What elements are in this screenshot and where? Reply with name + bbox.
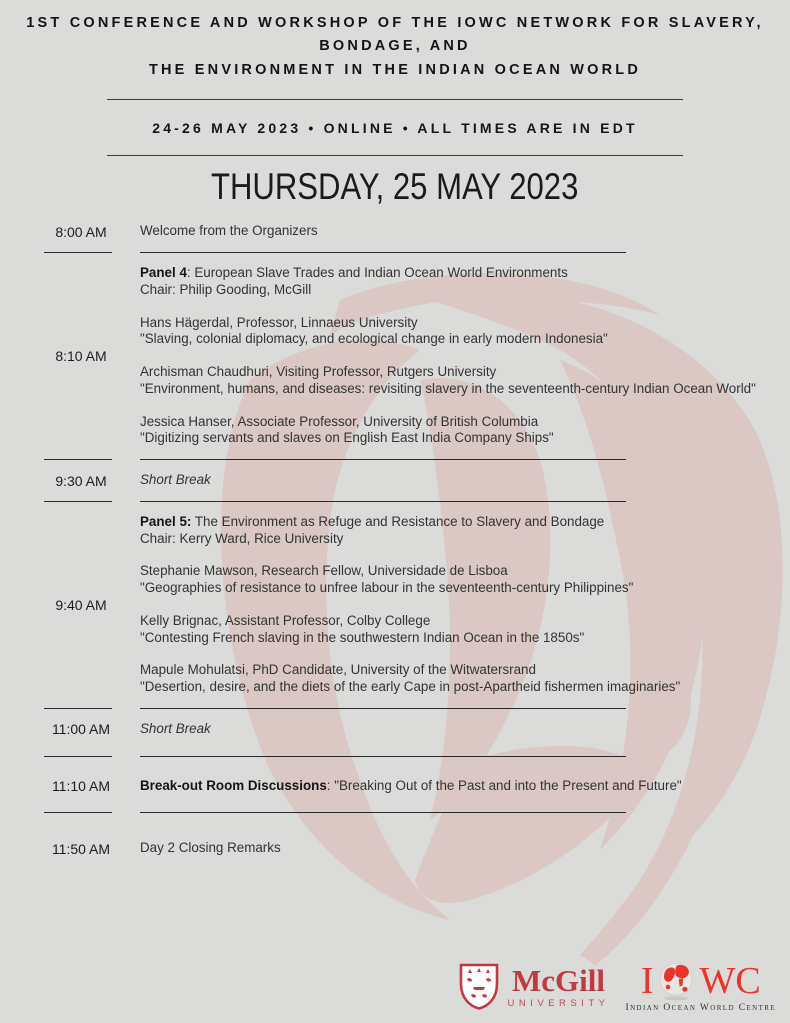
panel-chair: Chair: Philip Gooding, McGill bbox=[140, 281, 312, 297]
time-label: 8:00 AM bbox=[55, 223, 107, 240]
time-divider-line bbox=[44, 708, 112, 709]
content-divider-line bbox=[140, 708, 626, 709]
iowc-logo bbox=[626, 960, 777, 1013]
schedule-row-panel4 bbox=[0, 265, 790, 447]
panel-theme: The Environment as Refuge and Resistance to Slavery and Bondage bbox=[191, 513, 605, 529]
paper-title: "Desertion, desire, and the diets of the early Cape in post-Apartheid fishermen imaginaries" bbox=[140, 679, 681, 695]
time-label: 8:10 AM bbox=[55, 348, 107, 365]
iowc-letters-wc: WC bbox=[699, 960, 761, 1002]
header-divider-bottom bbox=[107, 155, 683, 156]
schedule-row-break2 bbox=[0, 721, 790, 738]
time-label: 9:30 AM bbox=[55, 472, 107, 489]
content-divider-line bbox=[140, 812, 626, 813]
schedule-row-closing bbox=[0, 840, 790, 857]
header-divider-top bbox=[107, 99, 683, 100]
mcgill-university-logo bbox=[458, 963, 609, 1010]
footer-logos bbox=[458, 960, 776, 1013]
mcgill-university-label: UNIVERSITY bbox=[507, 997, 610, 1009]
time-divider-line bbox=[44, 812, 112, 813]
time-divider-line bbox=[44, 501, 112, 502]
content-divider-line bbox=[140, 501, 626, 502]
row-divider bbox=[0, 459, 790, 460]
speaker-entry bbox=[140, 613, 760, 647]
conference-title bbox=[0, 0, 790, 82]
breakout-topic: : "Breaking Out of the Past and into the Present and Future" bbox=[326, 777, 682, 793]
speaker-entry bbox=[140, 364, 760, 398]
content-divider-line bbox=[140, 756, 626, 757]
row-divider bbox=[0, 252, 790, 253]
paper-title: "Geographies of resistance to unfree labour in the seventeenth-century Philippines" bbox=[140, 580, 634, 596]
mcgill-wordmark: McGill bbox=[512, 962, 605, 998]
break-label: Short Break bbox=[140, 472, 211, 488]
iowc-globe-icon bbox=[655, 960, 697, 1002]
paper-title: "Slaving, colonial diplomacy, and ecological change in early modern Indonesia" bbox=[140, 331, 608, 347]
break-label: Short Break bbox=[140, 720, 211, 736]
speaker-name: Archisman Chaudhuri, Visiting Professor, Rutgers University bbox=[140, 364, 497, 380]
speaker-name: Kelly Brignac, Assistant Professor, Colby College bbox=[140, 612, 431, 628]
session-title bbox=[140, 778, 760, 795]
time-label: 9:40 AM bbox=[55, 596, 107, 613]
mcgill-shield-icon bbox=[458, 963, 500, 1010]
speaker-entry bbox=[140, 315, 760, 349]
breakout-label: Break-out Room Discussions bbox=[140, 777, 327, 793]
speaker-name: Mapule Mohulatsi, PhD Candidate, University of the Witwatersrand bbox=[140, 662, 536, 678]
time-divider-line bbox=[44, 252, 112, 253]
paper-title: "Digitizing servants and slaves on English East India Company Ships" bbox=[140, 430, 554, 446]
panel-title bbox=[140, 265, 760, 282]
speaker-name: Stephanie Mawson, Research Fellow, Universidade de Lisboa bbox=[140, 563, 508, 579]
schedule-row-breakout bbox=[0, 778, 790, 795]
schedule-row-break1 bbox=[0, 472, 790, 489]
time-label: 11:00 AM bbox=[51, 721, 111, 738]
speaker-entry bbox=[140, 662, 760, 696]
time-label: 11:10 AM bbox=[51, 778, 111, 795]
content-divider-line bbox=[140, 252, 626, 253]
session-title: Welcome from the Organizers bbox=[140, 223, 318, 239]
paper-title: "Environment, humans, and diseases: revisiting slavery in the seventeenth-century Indian Ocean World" bbox=[140, 380, 756, 396]
conference-subtitle: 24-26 MAY 2023 • ONLINE • ALL TIMES ARE IN EDT bbox=[152, 120, 638, 137]
conference-title-line1: 1ST CONFERENCE AND WORKSHOP OF THE IOWC NETWORK FOR SLAVERY, BONDAGE, AND bbox=[26, 15, 764, 55]
panel-number: Panel 5: bbox=[140, 513, 192, 529]
schedule-row-panel5 bbox=[0, 514, 790, 696]
row-divider bbox=[0, 812, 790, 813]
panel-number: Panel 4 bbox=[140, 265, 187, 281]
row-divider bbox=[0, 756, 790, 757]
speaker-entry bbox=[140, 563, 760, 597]
schedule bbox=[0, 223, 790, 857]
conference-title-line2: THE ENVIRONMENT IN THE INDIAN OCEAN WORLD bbox=[148, 61, 642, 78]
speaker-entry bbox=[140, 414, 760, 448]
schedule-row-welcome bbox=[0, 223, 790, 240]
time-divider-line bbox=[44, 459, 112, 460]
paper-title: "Contesting French slaving in the southwestern Indian Ocean in the 1850s" bbox=[140, 629, 585, 645]
speaker-name: Jessica Hanser, Associate Professor, University of British Columbia bbox=[140, 413, 539, 429]
content-divider-line bbox=[140, 459, 626, 460]
panel-header bbox=[140, 514, 760, 548]
speaker-name: Hans Hägerdal, Professor, Linnaeus University bbox=[140, 314, 418, 330]
iowc-centre-label: Indian Ocean World Centre bbox=[625, 1003, 776, 1013]
panel-header bbox=[140, 265, 760, 299]
panel-chair: Chair: Kerry Ward, Rice University bbox=[140, 530, 344, 546]
panel-title bbox=[140, 514, 760, 531]
row-divider bbox=[0, 501, 790, 502]
iowc-letter-i: I bbox=[640, 960, 654, 1002]
row-divider bbox=[0, 708, 790, 709]
panel-theme: : European Slave Trades and Indian Ocean World Environments bbox=[186, 265, 568, 281]
session-title: Day 2 Closing Remarks bbox=[140, 840, 281, 856]
time-label: 11:50 AM bbox=[51, 840, 111, 857]
day-title: THURSDAY, 25 MAY 2023 bbox=[211, 166, 579, 208]
time-divider-line bbox=[44, 756, 112, 757]
